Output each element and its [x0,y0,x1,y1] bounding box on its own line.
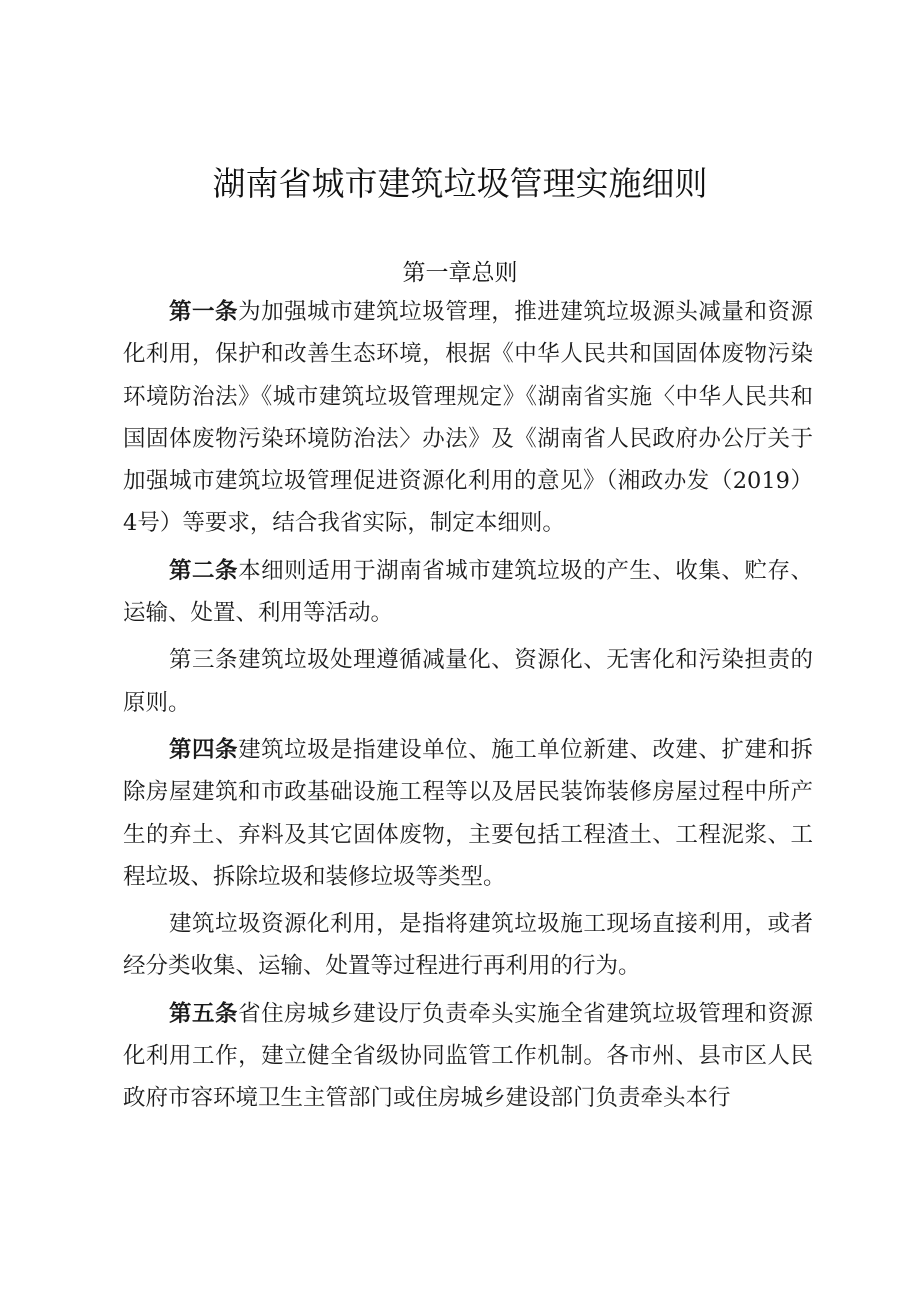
paragraph-article-1 [123,291,813,545]
paragraph-text: 建筑垃圾资源化利用，是指将建筑垃圾施工现场直接利用，或者经分类收集、运输、处置等过程进行再利用的行为。 [123,911,813,980]
document-title: 湖南省城市建筑垃圾管理实施细则 [212,164,708,203]
article-number: 第四条 [169,736,239,763]
paragraph-article-3 [123,639,813,724]
paragraph-article-4 [123,729,813,898]
paragraph-article-4-continued [123,903,813,988]
article-number: 第一条 [169,299,239,325]
document-body [123,291,813,1120]
paragraph-article-2 [123,550,813,635]
article-number: 第五条 [169,1000,239,1027]
paragraph-text: 第三条建筑垃圾处理遵循减量化、资源化、无害化和污染担责的原则。 [123,647,813,716]
paragraph-text: 省住房城乡建设厅负责牵头实施全省建筑垃圾管理和资源化利用工作，建立健全省级协同监管工作机制。各市州、县市区人民政府市容环境卫生主管部门或住房城乡建设部门负责牵头本行 [123,1000,813,1112]
paragraph-text: 建筑垃圾是指建设单位、施工单位新建、改建、扩建和拆除房屋建筑和市政基础设施工程等以及居民装饰装修房屋过程中所产生的弃土、弃料及其它固体废物，主要包括工程渣土、工程泥浆、工程垃圾、拆除垃圾和装修垃圾等类型。 [123,736,813,890]
paragraph-text: 本细则适用于湖南省城市建筑垃圾的产生、收集、贮存、运输、处置、利用等活动。 [123,557,813,627]
article-number: 第二条 [169,557,239,584]
paragraph-article-5 [123,993,813,1120]
paragraph-text: 为加强城市建筑垃圾管理，推进建筑垃圾源头减量和资源化利用，保护和改善生态环境，根据《中华人民共和国固体废物污染环境防治法》《城市建筑垃圾管理规定》《湖南省实施〈中华人民共和国固体废物污染环境防治法〉办法》及《湖南省人民政府办公厅关于加强城市建筑垃圾管理促进资源化利用的意见》（湘政办发（2019）4号）等要求，结合我省实际，制定本细则。 [123,299,813,537]
chapter-heading: 第一章总则 [402,260,518,286]
